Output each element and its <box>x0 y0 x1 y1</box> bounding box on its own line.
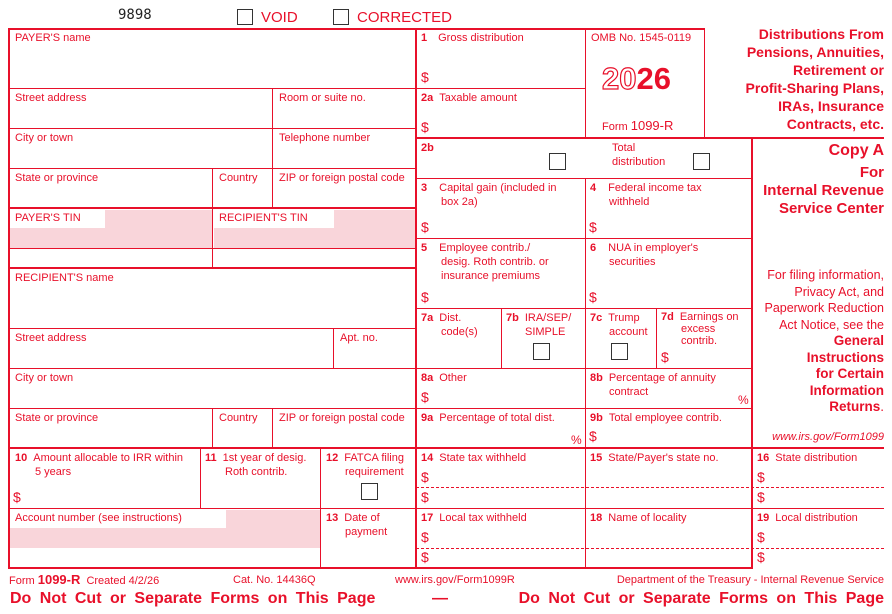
void-checkbox[interactable] <box>237 9 253 25</box>
box10-label <box>15 451 200 479</box>
box5-dollar: $ <box>421 289 429 305</box>
title-line-3: Retirement or <box>792 62 884 78</box>
total-distribution-checkbox[interactable] <box>693 153 710 170</box>
title-line-1: Distributions From <box>758 26 884 42</box>
copy-irs-1: Internal Revenue <box>763 182 884 199</box>
account-number-field[interactable] <box>10 528 320 548</box>
box17-number: 17 <box>421 512 434 524</box>
omb-form-word: Form <box>602 121 628 133</box>
box2b-label <box>421 141 444 169</box>
grid-line <box>656 308 657 368</box>
grid-line <box>416 178 752 179</box>
title-line-2: Pensions, Annuities, <box>746 44 884 60</box>
box7c-number: 7c <box>590 312 603 324</box>
title-line-4: Profit-Sharing Plans, <box>745 80 884 96</box>
grid-line <box>501 308 502 368</box>
box5-text-1: Employee contrib./ <box>439 242 531 254</box>
footer-form-number: 1099-R <box>37 572 81 587</box>
box2a-number: 2a <box>421 92 434 104</box>
recipient-state-label: State or province <box>15 412 99 424</box>
footer-form-word: Form <box>9 575 35 587</box>
void-label: VOID <box>261 9 298 26</box>
payer-zip-label: ZIP or foreign postal code <box>279 172 405 184</box>
payer-city-label: City or town <box>15 132 74 144</box>
footer-cat-no: Cat. No. 14436Q <box>233 574 316 586</box>
footer-created: Created 4/2/26 <box>86 575 160 587</box>
box7d-text-3: contrib. <box>681 335 718 347</box>
box16-dollar-1: $ <box>757 469 765 485</box>
box7c-text-1: Trump <box>608 312 640 324</box>
recipient-country-label: Country <box>219 412 258 424</box>
gi-line-4: Information <box>809 382 884 398</box>
grid-line <box>8 28 417 30</box>
box7b-number: 7b <box>506 312 519 324</box>
ira-sep-simple-checkbox[interactable] <box>533 343 550 360</box>
grid-line <box>416 238 752 239</box>
box7d-number: 7d <box>661 311 674 323</box>
box9b-text: Total employee contrib. <box>608 412 722 424</box>
box7c-label <box>590 311 648 339</box>
box13-text-2: payment <box>345 526 388 538</box>
footer-url[interactable]: www.irs.gov/Form1099R <box>395 574 515 586</box>
grid-line <box>8 28 10 569</box>
recipient-name-label: RECIPIENT'S name <box>15 272 114 284</box>
box5-text-3: insurance premiums <box>441 270 541 282</box>
box3-label <box>421 181 557 209</box>
box13-text-1: Date of <box>344 512 380 524</box>
recipient-tin-label: RECIPIENT'S TIN <box>219 212 308 224</box>
recipient-street-label: Street address <box>15 332 87 344</box>
notice-line-1: For filing information, <box>767 268 884 282</box>
account-label-bg <box>226 510 320 528</box>
grid-line <box>585 308 586 448</box>
box2a-label <box>421 91 517 105</box>
box12-number: 12 <box>326 452 339 464</box>
box14-number: 14 <box>421 452 434 464</box>
fatca-checkbox[interactable] <box>361 483 378 500</box>
box7d-dollar: $ <box>661 349 669 365</box>
footer-form-label <box>9 572 159 587</box>
box12-text-2: requirement <box>345 466 404 478</box>
box17-dollar-2: $ <box>421 549 429 565</box>
box1-dollar: $ <box>421 69 429 85</box>
grid-line <box>585 28 586 138</box>
box7c-text-2: account <box>609 326 648 338</box>
box7b-text-2: SIMPLE <box>525 326 566 338</box>
omb-number: OMB No. 1545-0119 <box>591 32 692 44</box>
box15-number: 15 <box>590 452 603 464</box>
box7b-text-1: IRA/SEP/ <box>524 312 572 324</box>
grid-line <box>416 408 752 409</box>
grid-line <box>272 168 273 208</box>
box3-text-2: box 2a) <box>441 196 478 208</box>
box5-label <box>421 241 549 283</box>
box15-label <box>590 451 719 465</box>
box4-text-1: Federal income tax <box>608 182 702 194</box>
box4-dollar: $ <box>589 219 597 235</box>
grid-line <box>416 88 586 89</box>
box11-number: 11 <box>205 452 217 464</box>
box6-text-1: NUA in employer's <box>608 242 699 254</box>
grid-line <box>704 28 705 138</box>
box9a-label <box>421 411 555 425</box>
notice-block <box>750 267 884 416</box>
box19-dollar-1: $ <box>757 529 765 545</box>
box12-label <box>326 451 404 479</box>
total-dist-text-1: Total <box>612 142 636 154</box>
payer-tin-label-bg <box>105 210 213 228</box>
box13-number: 13 <box>326 512 339 524</box>
box18-label <box>590 511 687 525</box>
payer-name-label: PAYER'S name <box>15 32 91 44</box>
gi-line-5-wrap <box>750 399 884 416</box>
box3-dollar: $ <box>421 219 429 235</box>
recipient-city-label: City or town <box>15 372 74 384</box>
box1-text: Gross distribution <box>438 32 524 44</box>
dashed-divider <box>416 487 884 488</box>
tax-year-suffix: 26 <box>636 61 671 96</box>
box1-label <box>421 31 524 45</box>
box9b-label <box>590 411 722 425</box>
box7a-text-1: Dist. <box>439 312 462 324</box>
payer-state-label: State or province <box>15 172 99 184</box>
box14-dollar-1: $ <box>421 469 429 485</box>
box17-label <box>421 511 527 525</box>
box9a-percent: % <box>571 433 582 447</box>
box14-label <box>421 451 526 465</box>
gi-line-3: for Certain <box>815 366 884 381</box>
box11-text-1: 1st year of desig. <box>222 452 307 464</box>
box8a-text: Other <box>439 372 467 384</box>
box3-number: 3 <box>421 182 428 194</box>
box13-label <box>326 511 387 539</box>
grid-line <box>416 28 704 30</box>
box8b-label <box>590 371 716 399</box>
box7d-text-1: Earnings on <box>679 311 739 323</box>
box3-text-1: Capital gain (included in <box>439 182 557 194</box>
recipient-tin-field[interactable] <box>214 228 416 248</box>
grid-line <box>416 308 752 309</box>
payer-street-label: Street address <box>15 92 87 104</box>
notice-line-4: Act Notice, see the <box>779 317 884 332</box>
box16-text: State distribution <box>775 452 858 464</box>
box11-text-2: Roth contrib. <box>225 466 288 478</box>
copy-irs-2: Service Center <box>778 200 884 217</box>
payer-phone-label: Telephone number <box>279 132 371 144</box>
warning-dash: — <box>432 590 448 607</box>
payer-tin-field[interactable] <box>10 228 213 248</box>
trump-account-checkbox[interactable] <box>611 343 628 360</box>
box16-label <box>757 451 857 465</box>
gi-line-2: Instructions <box>806 349 884 365</box>
box11-label <box>205 451 306 479</box>
tax-year-prefix: 20 <box>602 61 637 96</box>
gi-line-5: Returns <box>829 399 881 414</box>
omb-form-label <box>602 118 673 133</box>
warning-left: Do Not Cut or Separate Forms on This Page <box>10 590 376 607</box>
grid-line <box>585 448 586 568</box>
grid-line <box>416 137 884 139</box>
copy-url[interactable]: www.irs.gov/Form1099 <box>772 431 884 443</box>
notice-line-3: Paperwork Reduction <box>764 301 884 315</box>
title-line-5: IRAs, Insurance <box>778 98 884 114</box>
grid-line <box>272 88 273 168</box>
box7d-label <box>661 311 739 347</box>
box9a-number: 9a <box>421 412 434 424</box>
account-number-label: Account number (see instructions) <box>15 512 182 524</box>
box8b-percent: % <box>738 393 749 407</box>
gi-period: . <box>880 399 884 414</box>
copy-for: For <box>859 164 884 181</box>
recipient-apt-label: Apt. no. <box>340 332 378 344</box>
box2a-text: Taxable amount <box>439 92 517 104</box>
grid-line <box>8 88 416 89</box>
box18-number: 18 <box>590 512 603 524</box>
box14-dollar-2: $ <box>421 489 429 505</box>
corrected-label: CORRECTED <box>357 9 453 26</box>
box8b-number: 8b <box>590 372 603 384</box>
grid-line <box>212 168 213 268</box>
box6-number: 6 <box>590 242 597 254</box>
dashed-divider <box>416 548 884 549</box>
box2a-dollar: $ <box>421 119 429 135</box>
grid-line <box>8 128 416 129</box>
box19-text: Local distribution <box>775 512 858 524</box>
box8b-text-1: Percentage of annuity <box>608 372 716 384</box>
box6-text-2: securities <box>609 256 656 268</box>
box6-dollar: $ <box>589 289 597 305</box>
box7a-label <box>421 311 478 339</box>
grid-line <box>8 567 752 569</box>
box4-label <box>590 181 702 209</box>
grid-line <box>416 368 752 369</box>
copy-a-block <box>752 142 884 218</box>
copy-a-label: Copy A <box>828 142 884 159</box>
grid-line <box>8 328 416 329</box>
box5-text-2: desig. Roth contrib. or <box>441 256 549 268</box>
gi-line-1: General <box>833 333 884 348</box>
box19-dollar-2: $ <box>757 549 765 565</box>
box5-number: 5 <box>421 242 428 254</box>
box19-label <box>757 511 858 525</box>
box8b-text-2: contract <box>609 386 649 398</box>
total-distribution-label <box>612 141 665 169</box>
tax-year <box>602 61 671 97</box>
grid-line <box>8 368 416 369</box>
box17-dollar-1: $ <box>421 529 429 545</box>
box7a-number: 7a <box>421 312 434 324</box>
box18-text: Name of locality <box>608 512 687 524</box>
box17-text: Local tax withheld <box>439 512 527 524</box>
box7b-label <box>506 311 571 339</box>
payer-room-label: Room or suite no. <box>279 92 366 104</box>
box14-text: State tax withheld <box>439 452 527 464</box>
box10-number: 10 <box>15 452 28 464</box>
total-dist-text-2: distribution <box>612 156 666 168</box>
title-line-6: Contracts, etc. <box>786 116 884 132</box>
box9b-number: 9b <box>590 412 603 424</box>
notice-line-2: Privacy Act, and <box>794 284 884 299</box>
box19-number: 19 <box>757 512 770 524</box>
box7d-text-2: excess <box>681 323 716 335</box>
box12-text-1: FATCA filing <box>344 452 404 464</box>
payer-tin-label: PAYER'S TIN <box>15 212 81 224</box>
box10-text-2: 5 years <box>35 466 72 478</box>
form-code: 9898 <box>118 7 152 23</box>
recipient-zip-label: ZIP or foreign postal code <box>279 412 405 424</box>
box10-dollar: $ <box>13 489 21 505</box>
box4-number: 4 <box>590 182 597 194</box>
box2b-number: 2b <box>421 142 434 154</box>
box9a-text: Percentage of total dist. <box>439 412 555 424</box>
payer-country-label: Country <box>219 172 258 184</box>
box16-dollar-2: $ <box>757 489 765 505</box>
omb-form-number: 1099-R <box>630 118 674 133</box>
grid-line <box>333 328 334 368</box>
box8a-label <box>421 371 467 385</box>
footer-department: Department of the Treasury - Internal Revenue Service <box>616 574 884 586</box>
box9b-dollar: $ <box>589 428 597 444</box>
taxable-not-determined-checkbox[interactable] <box>549 153 566 170</box>
warning-right: Do Not Cut or Separate Forms on This Page <box>518 590 884 607</box>
form-title <box>724 25 884 133</box>
box1-number: 1 <box>421 32 428 44</box>
recipient-tin-label-bg <box>334 210 416 228</box>
box10-text-1: Amount allocable to IRR within <box>33 452 184 464</box>
grid-line <box>320 448 321 568</box>
grid-line <box>200 448 201 508</box>
grid-line <box>585 178 586 308</box>
box16-number: 16 <box>757 452 770 464</box>
box8a-number: 8a <box>421 372 434 384</box>
grid-line <box>272 408 273 448</box>
box4-text-2: withheld <box>609 196 650 208</box>
box6-label <box>590 241 698 269</box>
box7a-text-2: code(s) <box>441 326 478 338</box>
box8a-dollar: $ <box>421 389 429 405</box>
corrected-checkbox[interactable] <box>333 9 349 25</box>
grid-line <box>212 408 213 448</box>
box15-text: State/Payer's state no. <box>608 452 719 464</box>
